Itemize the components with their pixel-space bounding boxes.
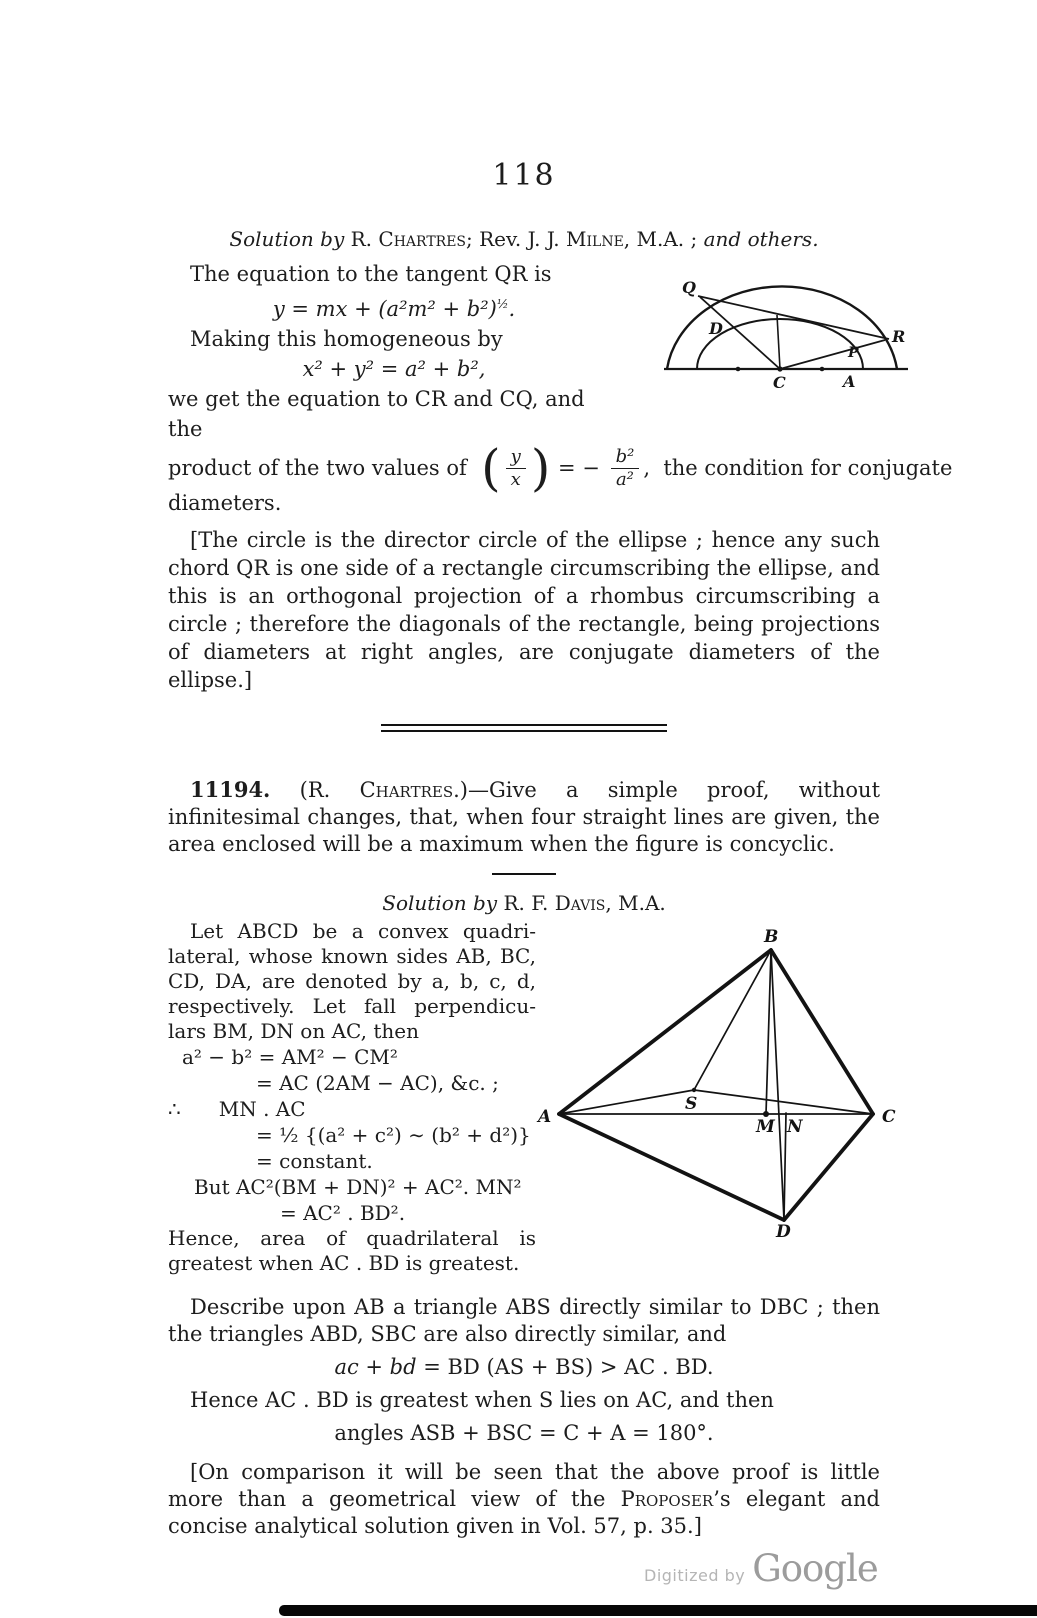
problem-pre: (R. [270,778,360,803]
point-label-s: S [685,1094,698,1115]
byline2-solution-by: Solution by [382,891,498,916]
ac-bd-rest: = BD (AS + BS) > AC . BD. [416,1355,714,1380]
byline-mid: ; Rev. J. J. [466,227,560,251]
product-pre: product of the two values of [168,456,481,481]
math-mn-ac [168,1096,536,1122]
point-label-d: D [709,319,723,338]
diameters-line: diameters. [168,491,282,516]
sol2-line3: CD, DA, are denoted by a, b, c, d, [168,969,536,994]
scan-edge-black-bar [279,1605,1037,1616]
point-label-a: A [843,372,856,391]
problem-proposer-name: Chartres. [359,778,460,803]
fraction-b2-over-a2 [611,446,640,490]
byline2-post: , M.A. [605,891,666,916]
google-logo: Google [752,1547,878,1590]
problem-statement: )—Give a simple proof, without infinitesimal changes, that, when four straight lines are given, the area enclosed will be a maximum when the figure is concyclic. [168,778,881,857]
homogeneous-equation: x² + y² = a² + b², [302,357,486,381]
ac-bd-inequality [168,1355,880,1379]
point-label-p: P [848,345,859,361]
byline-tail: and others. [703,227,819,251]
sol2-line1: Let ABCD be a convex quadri- [190,919,536,944]
page-content [168,0,953,1540]
semicircle-diagram [620,261,920,391]
fraction-numerator-y: y [510,446,521,467]
math-half-brace: = ½ {(a² + c²) ∼ (b² + d²)} [256,1123,531,1148]
point-label-q: Q [682,278,696,297]
hence-s-lies-paragraph: Hence AC . BD is greatest when S lies on AC, and then [190,1388,774,1413]
solution1-text-column [168,259,620,444]
math-constant: = constant. [256,1149,373,1174]
point-label-m: M [756,1117,775,1138]
sol2-line5: lars BM, DN on AC, then [168,1019,419,1044]
short-rule-divider [492,873,556,875]
angles-equation: angles ASB + BSC = C + A = 180°. [334,1421,714,1446]
comparison-note-p1: [On comparison it will be seen that the above proof is little more than a geometrical view of the [168,1460,880,1512]
page-number: 118 [492,158,556,193]
sol2-line2: lateral, whose known sides AB, BC, [168,944,536,969]
sol1-line1: The equation to the tangent QR is [190,262,552,286]
byline-name-milne: Milne [566,227,624,251]
math-but-ac2: But AC²(BM + DN)² + AC². MN² [194,1175,522,1200]
point-label-c2: C [882,1107,896,1128]
director-circle-note: [The circle is the director circle of the ellipse ; hence any such chord QR is one side of a rectangle circumscribing the ellipse, and this is an orthogonal projection of a rhombus circumscribing a circle ; therefore the diagonals of the rectangle, being projections of diameters at right angles, are conjugate diameters of the ellipse.] [168,528,880,693]
fraction-numerator-b2: b² [615,446,635,467]
math-mn-ac-text: MN . AC [218,1097,306,1122]
point-label-d2: D [776,1222,791,1240]
fraction-denominator-x: x [506,468,526,491]
google-digitization-footer [644,1547,878,1590]
tangent-equation-body: y = mx + (a²m² + b²) [272,297,497,321]
math-ac-2am: = AC (2AM − AC), &c. ; [256,1071,499,1096]
point-label-n: N [787,1117,803,1138]
hence-area-line1: Hence, area of quadrilateral is [168,1226,536,1251]
sol1-line2: Making this homogeneous by [190,327,503,351]
sol2-line4: respectively. Let fall perpendicu- [168,994,536,1019]
point-label-b2: B [764,927,779,948]
solution1-byline [168,227,880,251]
tangent-equation-exponent: ½ [496,297,509,311]
tangent-equation [168,289,620,324]
comparison-note-proposer: Proposer [620,1487,714,1512]
math-ac2-bd2: = AC² . BD². [280,1201,406,1226]
describe-triangle-paragraph: Describe upon AB a triangle ABS directly similar to DBC ; then the triangles ABD, SBC are also directly similar, and [168,1295,880,1347]
double-rule-divider [381,724,667,732]
tangent-equation-end: . [508,297,516,321]
fraction-y-over-x [506,446,526,490]
point-label-r: R [892,327,906,346]
solution2-byline [168,891,880,915]
point-label-c: C [773,373,786,391]
comparison-note-p2: ’s elegant and concise analytical solution given in Vol. 57, p. 35.] [168,1487,880,1539]
math-am-cm: a² − b² = AM² − CM² [182,1045,398,1070]
ac-bd-italic-part: ac + bd [334,1355,417,1380]
solution2-text-column [168,919,536,1276]
fraction-denominator-a2: a² [611,468,639,491]
point-label-a2: A [538,1107,552,1128]
conjugate-product-line: product of the two values of ( $\frac{y}{x}$ ) = − $\frac{\text{b²}}{\text{a²}}$ , the condition for conjugate [168,439,953,498]
problem-11194 [168,776,880,858]
byline-name-chartres: R. Chartres [350,227,467,251]
product-post: , the condition for conjugate [643,456,953,481]
sol1-line3: we get the equation to CR and CQ, and the [168,387,585,441]
problem-number: 11194. [190,777,271,803]
byline-solution-by: Solution by [229,227,345,251]
solution1-body [168,259,906,444]
byline-post: , M.A. ; [623,227,698,251]
byline2-name-davis: R. F. Davis [503,891,606,916]
quadrilateral-diagram [536,927,928,1239]
digitized-by-label: Digitized by [644,1566,746,1585]
solution2-body [168,919,924,1276]
comparison-note [168,1459,880,1540]
therefore-symbol: ∴ [168,1097,181,1122]
product-relation: = − [551,456,607,481]
hence-area-line2: greatest when AC . BD is greatest. [168,1251,520,1276]
